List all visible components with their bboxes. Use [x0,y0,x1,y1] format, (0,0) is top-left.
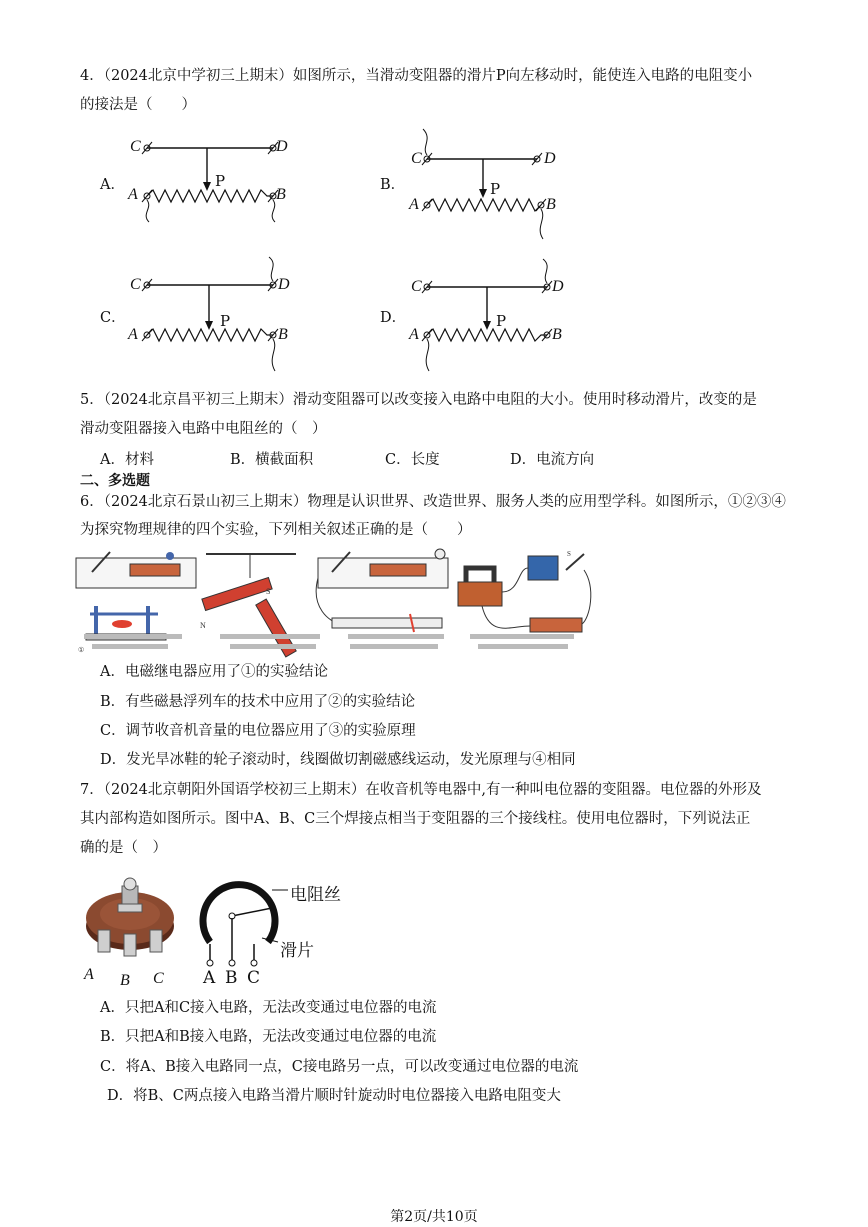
q5-stem-line2: 滑动变阻器接入电路中电阻丝的（ ） [80,421,327,437]
q4b-terminal-d: D [544,150,556,167]
q4-option-a-label: A． [100,177,125,193]
q5-stem-line1: 5．（2024北京昌平初三上期末）滑动变阻器可以改变接入电路中电阻的大小。使用时移动滑片，改变的是 [80,392,757,408]
q6-option-d: D．发光旱冰鞋的轮子滚动时，线圈做切割磁感线运动，发光原理与④相同 [100,752,576,768]
q6-option-b: B．有些磁悬浮列车的技术中应用了②的实验结论 [100,694,416,710]
q4b-terminal-b: B [546,196,556,213]
q6-option-a: A．电磁继电器应用了①的实验结论 [100,664,328,680]
q4c-terminal-d: D [278,276,290,293]
q7-option-b: B．只把A和B接入电路，无法改变通过电位器的电流 [100,1029,437,1045]
pin-label-b: B [225,968,238,988]
svg-text:①: ① [78,646,85,654]
q7-stem-line1: 7．（2024北京朝阳外国语学校初三上期末）在收音机等电器中,有一种叫电位器的变阻器。电位器的外形及 [80,782,762,798]
q4a-terminal-b: B [276,186,286,203]
q4b-terminal-c: C [411,150,422,167]
photo-label-c: C [153,970,164,987]
potentiometer-photo [80,868,180,968]
q4a-slider-p: P [215,172,226,190]
q4c-terminal-b: B [278,326,288,343]
q6-option-c: C．调节收音机音量的电位器应用了③的实验原理 [100,723,416,739]
q4a-terminal-a: A [128,186,138,203]
q4d-slider-p: P [496,312,507,330]
q4-option-d-label: D． [380,310,407,326]
svg-text:N: N [200,621,206,630]
q6-stem-line2: 为探究物理规律的四个实验，下列相关叙述正确的是（ ） [80,522,472,538]
q4a-terminal-d: D [276,138,288,155]
photo-label-a: A [84,966,94,983]
q7-option-c: C．将A、B接入电路同一点，C接电路另一点，可以改变通过电位器的电流 [100,1059,579,1075]
q4d-terminal-c: C [411,278,422,295]
pin-label-c: C [247,968,261,988]
page-footer: 第2页/共10页 [390,1209,478,1225]
q5-option-b: B．横截面积 [230,452,314,468]
q6-figure-captions [70,632,600,656]
experiment-3-circuit [316,549,448,632]
q4b-slider-p: P [490,180,501,198]
q4d-terminal-d: D [552,278,564,295]
rheostat-diagram-d [405,255,585,380]
q4c-terminal-a: A [128,326,138,343]
q7-option-a: A．只把A和C接入电路，无法改变通过电位器的电流 [100,1000,437,1016]
q4b-terminal-a: A [409,196,419,213]
q7-option-d: D．将B、C两点接入电路当滑片顺时针旋动时电位器接入电路电阻变大 [107,1088,561,1104]
q4-option-c-label: C． [100,310,126,326]
section-heading-multi-choice: 二、多选题 [80,473,150,489]
svg-text:S: S [567,550,571,558]
q5-option-a: A．材料 [100,452,154,468]
pin-label-a: A [203,968,216,988]
q5-option-d: D．电流方向 [510,452,595,468]
q4c-terminal-c: C [130,276,141,293]
q7-stem-line2: 其内部构造如图所示。图中A、B、C三个焊接点相当于变阻器的三个接线柱。使用电位器时，下列说法正 [80,811,751,827]
q7-stem-line3: 确的是（ ） [80,840,167,856]
q4-option-b-label: B． [380,177,406,193]
photo-label-b: B [120,972,130,989]
experiment-4-generator [458,550,591,632]
label-slider: 滑片 [280,941,314,961]
q4-stem-line2: 的接法是（ ） [80,97,196,113]
q4d-terminal-b: B [552,326,562,343]
potentiometer-internal-diagram [188,872,288,972]
q4a-terminal-c: C [130,138,141,155]
svg-text:S: S [266,587,271,596]
q4-stem-line1: 4．（2024北京中学初三上期末）如图所示，当滑动变阻器的滑片P向左移动时，能使连入电路的电阻变小 [80,68,753,84]
q4c-slider-p: P [220,312,231,330]
label-resistance-wire: 电阻丝 [290,885,341,905]
rheostat-diagram-c [125,255,305,380]
q4d-terminal-a: A [409,326,419,343]
q5-option-c: C．长度 [385,452,440,468]
q6-stem-line1: 6．（2024北京石景山初三上期末）物理是认识世界、改造世界、服务人类的应用型学科。如图所示，①②③④ [80,494,786,510]
